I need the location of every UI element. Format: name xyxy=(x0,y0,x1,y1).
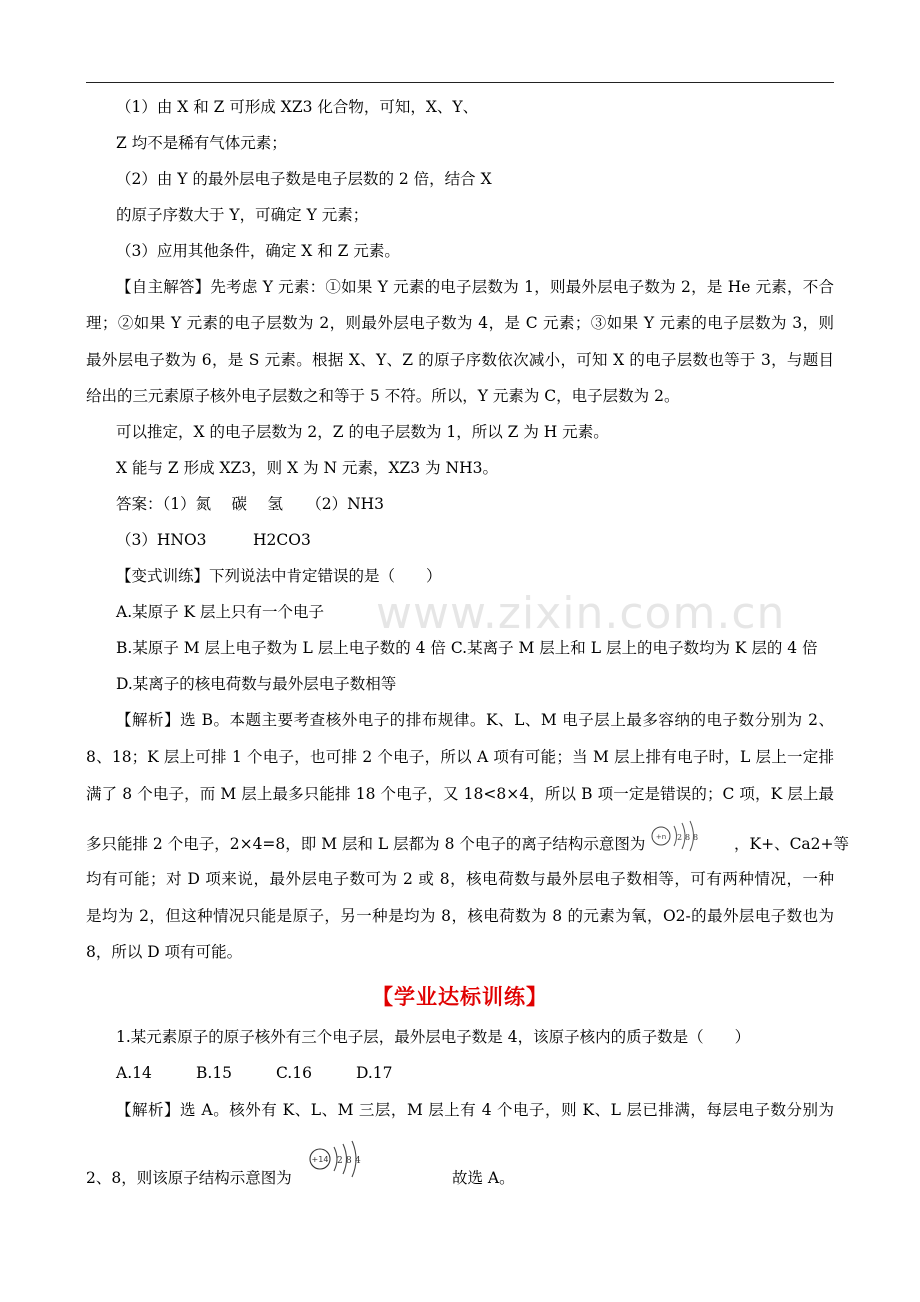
question-1-option-d: D.17 xyxy=(356,1064,393,1082)
solution-line: 【自主解答】先考虑 Y 元素：①如果 Y 元素的电子层数为 1，则最外层电子数为 2，是 He 元素，不合 xyxy=(116,278,834,296)
shell-count: 4 xyxy=(355,1156,361,1166)
answer-line: （3）HNO3 H2CO3 xyxy=(116,531,311,549)
nucleus-label: +n xyxy=(655,833,667,841)
explanation-line: 满了 8 个电子，而 M 层上最多只能排 18 个电子，又 18<8×4，所以 B 项一定是错误的；C 项，K 层上最 xyxy=(86,785,834,803)
text-line: Z 均不是稀有气体元素； xyxy=(116,134,287,152)
question-1-option-c: C.16 xyxy=(276,1064,312,1082)
explanation-line: 2、8，则该原子结构示意图为 xyxy=(86,1169,292,1187)
text-line: 的原子序数大于 Y，可确定 Y 元素； xyxy=(116,206,369,224)
atom-structure-diagram xyxy=(306,1138,368,1180)
watermark: www.zixin.com.cn xyxy=(376,588,786,639)
question-stem: 【变式训练】下列说法中肯定错误的是（ ） xyxy=(116,567,442,585)
question-1-option-b: B.15 xyxy=(196,1064,233,1082)
solution-line: X 能与 Z 形成 XZ3，则 X 为 N 元素，XZ3 为 NH3。 xyxy=(116,459,498,477)
shell-count: 8 xyxy=(693,833,699,842)
solution-line: 最外层电子数为 6，是 S 元素。根据 X、Y、Z 的原子序数依次减小，可知 X 的电子层数也等于 3，与题目 xyxy=(86,351,834,369)
explanation-line: 均有可能；对 D 项来说，最外层电子数可为 2 或 8，核电荷数与最外层电子数相等，可有两种情况，一种 xyxy=(86,870,834,888)
text-line: （2）由 Y 的最外层电子数是电子层数的 2 倍，结合 X xyxy=(116,170,492,188)
text-line: （1）由 X 和 Z 可形成 XZ3 化合物，可知，X、Y、 xyxy=(116,98,479,116)
explanation-line: 8，所以 D 项有可能。 xyxy=(86,943,243,961)
explanation-line: 故选 A。 xyxy=(452,1169,515,1187)
text-line: （3）应用其他条件，确定 X 和 Z 元素。 xyxy=(116,242,400,260)
question-1-option-a: A.14 xyxy=(116,1064,152,1082)
explanation-line: 【解析】选 A。核外有 K、L、M 三层，M 层上有 4 个电子，则 K、L 层已排满，每层电子数分别为 xyxy=(116,1101,834,1119)
explanation-line: 是均为 2，但这种情况只能是原子，另一种是均为 8，核电荷数为 8 的元素为氧，O2-的最外层电子数也为 xyxy=(86,907,834,925)
shell-count: 2 xyxy=(337,1156,343,1166)
ion-structure-diagram xyxy=(648,818,704,854)
option-b-c: B.某原子 M 层上电子数为 L 层上电子数的 4 倍 C.某离子 M 层上和 L 层上的电子数均为 K 层的 4 倍 xyxy=(116,639,818,657)
explanation-line: 多只能排 2 个电子，2×4=8，即 M 层和 L 层都为 8 个电子的离子结构示意图为 xyxy=(86,835,646,853)
section-heading: 【学业达标训练】 xyxy=(372,985,548,1009)
shell-count: 2 xyxy=(677,833,683,842)
option-d: D.某离子的核电荷数与最外层电子数相等 xyxy=(116,675,397,693)
question-1-stem: 1.某元素原子的原子核外有三个电子层，最外层电子数是 4，该原子核内的质子数是（ ） xyxy=(116,1028,751,1046)
solution-line: 可以推定，X 的电子层数为 2，Z 的电子层数为 1，所以 Z 为 H 元素。 xyxy=(116,423,609,441)
nucleus-label: +14 xyxy=(311,1155,329,1164)
shell-count: 8 xyxy=(346,1156,352,1166)
explanation-line: 8、18；K 层上可排 1 个电子，也可排 2 个电子，所以 A 项有可能；当 M 层上排有电子时，L 层上一定排 xyxy=(86,748,834,766)
option-a: A.某原子 K 层上只有一个电子 xyxy=(116,603,325,621)
shell-count: 8 xyxy=(685,833,691,842)
header-rule xyxy=(86,82,834,83)
explanation-line: 【解析】选 B。本题主要考查核外电子的排布规律。K、L、M 电子层上最多容纳的电子数分别为 2、 xyxy=(116,711,834,729)
explanation-line: ，K+、Ca2+等 xyxy=(734,835,850,853)
solution-line: 理；②如果 Y 元素的电子层数为 2，则最外层电子数为 4，是 C 元素；③如果 Y 元素的电子层数为 3，则 xyxy=(86,314,834,332)
solution-line: 给出的三元素原子核外电子层数之和等于 5 不符。所以，Y 元素为 C，电子层数为 2。 xyxy=(86,387,680,405)
answer-line: 答案：（1）氮 碳 氢 （2）NH3 xyxy=(116,495,385,513)
